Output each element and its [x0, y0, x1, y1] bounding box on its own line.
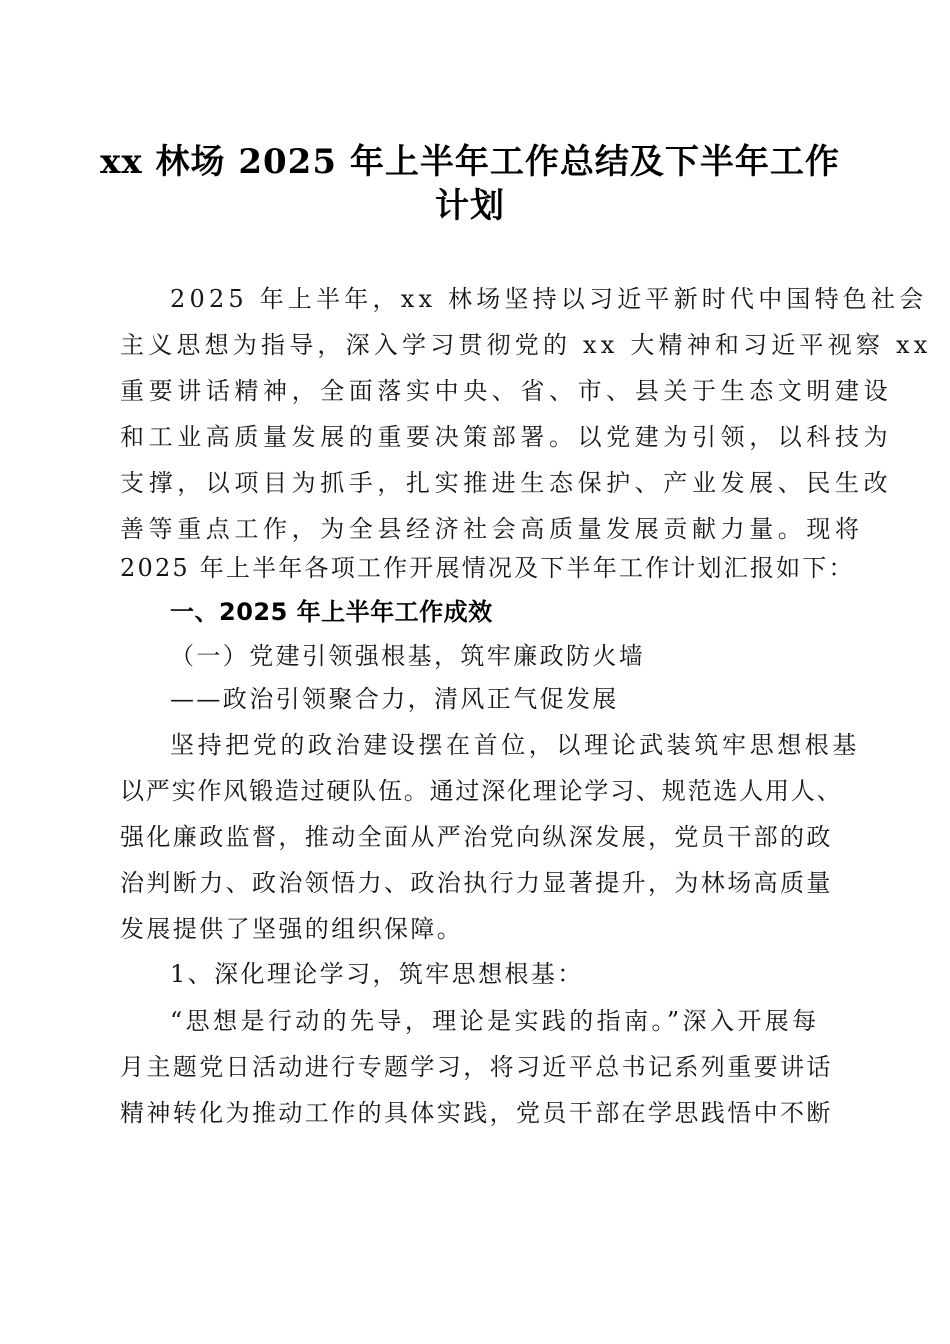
item-paragraph-line-1: “思想是行动的先导，理论是实践的指南。”深入开展每 [170, 1007, 820, 1035]
intro-paragraph-line-4: 和工业高质量发展的重要决策部署。以党建为引领，以科技为 [120, 423, 893, 451]
body-paragraph-line-4: 治判断力、政治领悟力、政治执行力显著提升，为林场高质量 [120, 869, 833, 897]
item-heading: 1、深化理论学习，筑牢思想根基： [170, 960, 584, 988]
document-title-line-1: xx 林场 2025 年上半年工作总结及下半年工作 [100, 142, 840, 182]
body-paragraph-line-1: 坚持把党的政治建设摆在首位，以理论武装筑牢思想根基 [170, 731, 860, 759]
intro-paragraph-line-3: 重要讲话精神，全面落实中央、省、市、县关于生态文明建设 [120, 377, 893, 405]
intro-paragraph-line-7: 2025 年上半年各项工作开展情况及下半年工作计划汇报如下： [120, 554, 855, 582]
subsection-heading: （一）党建引领强根基，筑牢廉政防火墙 [170, 642, 646, 670]
body-paragraph-line-5: 发展提供了坚强的组织保障。 [120, 915, 464, 943]
document-title-line-2: 计划 [435, 186, 505, 226]
item-paragraph-line-3: 精神转化为推动工作的具体实践，党员干部在学思践悟中不断 [120, 1099, 833, 1127]
section-heading: 一、2025 年上半年工作成效 [170, 598, 493, 626]
intro-paragraph-line-6: 善等重点工作，为全县经济社会高质量发展贡献力量。现将 [120, 515, 864, 543]
intro-paragraph-line-1: 2025 年上半年，xx 林场坚持以习近平新时代中国特色社会 [170, 285, 928, 313]
intro-paragraph-line-5: 支撑，以项目为抓手，扎实推进生态保护、产业发展、民生改 [120, 469, 893, 497]
body-paragraph-line-2: 以严实作风锻造过硬队伍。通过深化理论学习、规范选人用人、 [120, 777, 843, 805]
item-paragraph-line-2: 月主题党日活动进行专题学习，将习近平总书记系列重要讲话 [120, 1053, 833, 1081]
subsection-subtitle: ——政治引领聚合力，清风正气促发展 [170, 685, 619, 713]
body-paragraph-line-3: 强化廉政监督，推动全面从严治党向纵深发展，党员干部的政 [120, 823, 833, 851]
intro-paragraph-line-2: 主义思想为指导，深入学习贯彻党的 xx 大精神和习近平视察 xx [120, 331, 932, 359]
